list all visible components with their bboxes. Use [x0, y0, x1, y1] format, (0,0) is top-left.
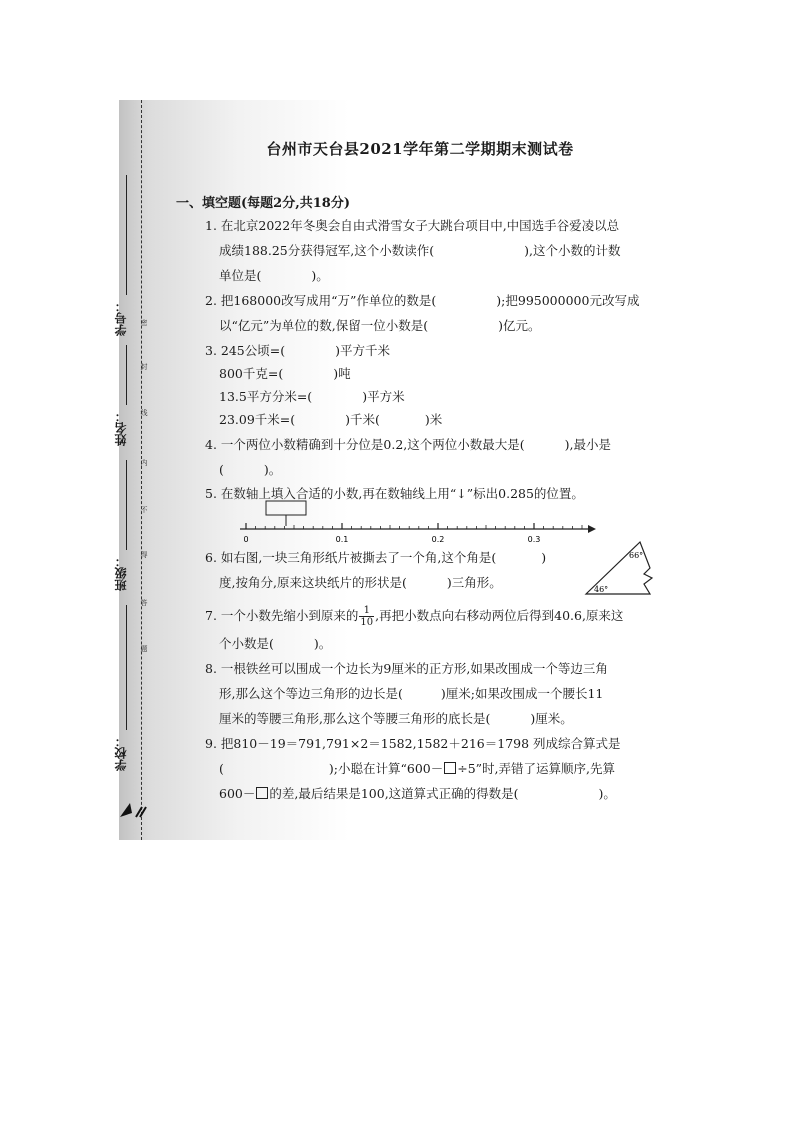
empty-box-symbol	[444, 762, 456, 774]
number-line-answer-box[interactable]	[266, 501, 306, 515]
question-2-line-1	[205, 293, 639, 309]
number-line-ticks	[246, 523, 582, 529]
paper-sheet	[119, 100, 659, 840]
angle-46-label: 46°	[594, 585, 609, 594]
angle-66-label: 66°	[629, 551, 644, 560]
question-8-line-3	[219, 711, 573, 727]
question-8-line-2	[219, 686, 603, 702]
question-9-line-3	[219, 786, 616, 802]
text: 2. 把168000改写成用“万”作单位的数是(	[205, 293, 437, 308]
question-8-line-1: 8. 一根铁丝可以围成一个边长为9厘米的正方形,如果改围成一个等边三角	[205, 661, 608, 676]
text: );小聪在计算“600－	[328, 761, 444, 776]
question-3-line-1	[205, 343, 390, 359]
text: 个小数是(	[219, 636, 274, 651]
question-1-line-3	[219, 268, 329, 284]
text: )米	[424, 412, 443, 427]
seal-char: 线	[140, 409, 148, 417]
section-heading: 一、填空题(每题2分,共18分)	[176, 196, 350, 211]
text: )	[541, 550, 547, 565]
seal-char: 密	[140, 319, 148, 327]
question-7-line-1	[205, 605, 623, 628]
torn-triangle-figure	[580, 538, 660, 598]
label-class: 班级：	[114, 555, 128, 591]
text: 6. 如右图,一块三角形纸片被撕去了一个角,这个角是(	[205, 550, 497, 565]
text: )。	[263, 462, 282, 477]
empty-box-symbol	[256, 787, 268, 799]
text: 5. 在数轴上填入合适的小数,再在数轴线上用“	[205, 486, 457, 501]
text: )平方米	[362, 389, 405, 404]
question-3-line-3	[219, 389, 405, 405]
text: ),这个小数的计数	[524, 243, 621, 258]
text: 形,那么这个等边三角形的边长是(	[219, 686, 403, 701]
fill-line-student-no	[126, 175, 127, 295]
text: 7. 一个小数先缩小到原来的	[205, 608, 359, 623]
text: )。	[313, 636, 332, 651]
question-9-line-1: 9. 把810－19＝791,791×2＝1582,1582＋216＝1798 列成综合算式是	[205, 736, 621, 751]
text: )。	[598, 786, 616, 801]
text: 3. 245公顷=(	[205, 343, 286, 358]
label-name: 姓名：	[114, 410, 128, 446]
text: ”标出0.285的位置。	[466, 486, 584, 501]
text: );把995000000元改写成	[496, 293, 640, 308]
question-6-line-1	[205, 550, 546, 566]
page-title: 台州市天台县2021学年第二学期期末测试卷	[266, 140, 574, 158]
fraction-one-tenth	[359, 605, 374, 628]
text: ),最小是	[564, 437, 611, 452]
text: (	[219, 761, 224, 776]
text: 成绩188.25分获得冠军,这个小数读作(	[219, 243, 435, 258]
text: )。	[311, 268, 329, 283]
text: ,再把小数点向右移动两位后得到40.6,原来这	[375, 608, 624, 623]
text: 厘米的等腰三角形,那么这个等腰三角形的底长是(	[219, 711, 491, 726]
text: )三角形。	[446, 575, 502, 590]
question-7-line-2	[219, 636, 331, 652]
down-arrow-icon: ↓	[456, 486, 467, 501]
text: 13.5平方分米=(	[219, 389, 313, 404]
question-3-line-2	[219, 366, 351, 382]
fill-line-class	[126, 460, 127, 550]
text: 单位是(	[219, 268, 262, 283]
text: )平方千米	[335, 343, 390, 358]
text: (	[219, 462, 224, 477]
number-line-arrowhead	[588, 525, 596, 533]
seal-char: 封	[140, 363, 148, 371]
tick-label-0: 0	[243, 535, 249, 544]
question-3-line-4	[219, 412, 442, 428]
number-line	[236, 500, 596, 544]
question-4-line-1	[205, 437, 611, 453]
tick-label-2: 0.2	[431, 535, 445, 544]
text: )亿元。	[498, 318, 541, 333]
label-school: 学校：	[114, 735, 128, 771]
fraction-denominator: 10	[360, 617, 374, 628]
text: 度,按角分,原来这块纸片的形状是(	[219, 575, 407, 590]
text: 800千克=(	[219, 366, 284, 381]
text: 23.09千米=(	[219, 412, 296, 427]
text: 的差,最后结果是100,这道算式正确的得数是(	[269, 786, 519, 801]
fill-line-name	[126, 345, 127, 405]
seal-char: 得	[140, 551, 148, 559]
tick-label-3: 0.3	[527, 535, 541, 544]
question-4-line-2	[219, 462, 281, 478]
text: 以“亿元”为单位的数,保留一位小数是(	[219, 318, 429, 333]
text: ÷5”时,弄错了运算顺序,先算	[457, 761, 615, 776]
fraction-numerator: 1	[359, 605, 374, 617]
tick-label-1: 0.1	[335, 535, 349, 544]
seal-char: 内	[140, 459, 148, 467]
question-1-line-2	[219, 243, 620, 259]
text: 4. 一个两位小数精确到十分位是0.2,这个两位小数最大是(	[205, 437, 525, 452]
fill-line-school	[126, 605, 127, 730]
text: )吨	[333, 366, 351, 381]
text: 600－	[219, 786, 256, 801]
question-2-line-2	[219, 318, 541, 334]
text: )厘米;如果改围成一个腰长11	[440, 686, 604, 701]
text: )千米(	[345, 412, 380, 427]
seal-char: 答	[140, 599, 148, 607]
corner-arrow-icon	[116, 795, 156, 825]
text: )厘米。	[530, 711, 573, 726]
label-student-no: 学号：	[114, 300, 128, 336]
seal-char: 题	[140, 645, 148, 653]
question-1-line-1: 1. 在北京2022年冬奥会自由式滑雪女子大跳台项目中,中国选手谷爱凌以总	[205, 218, 620, 233]
question-6-line-2	[219, 575, 502, 591]
cut-line	[141, 100, 142, 840]
question-9-line-2	[219, 761, 615, 777]
seal-char: 不	[140, 506, 148, 514]
